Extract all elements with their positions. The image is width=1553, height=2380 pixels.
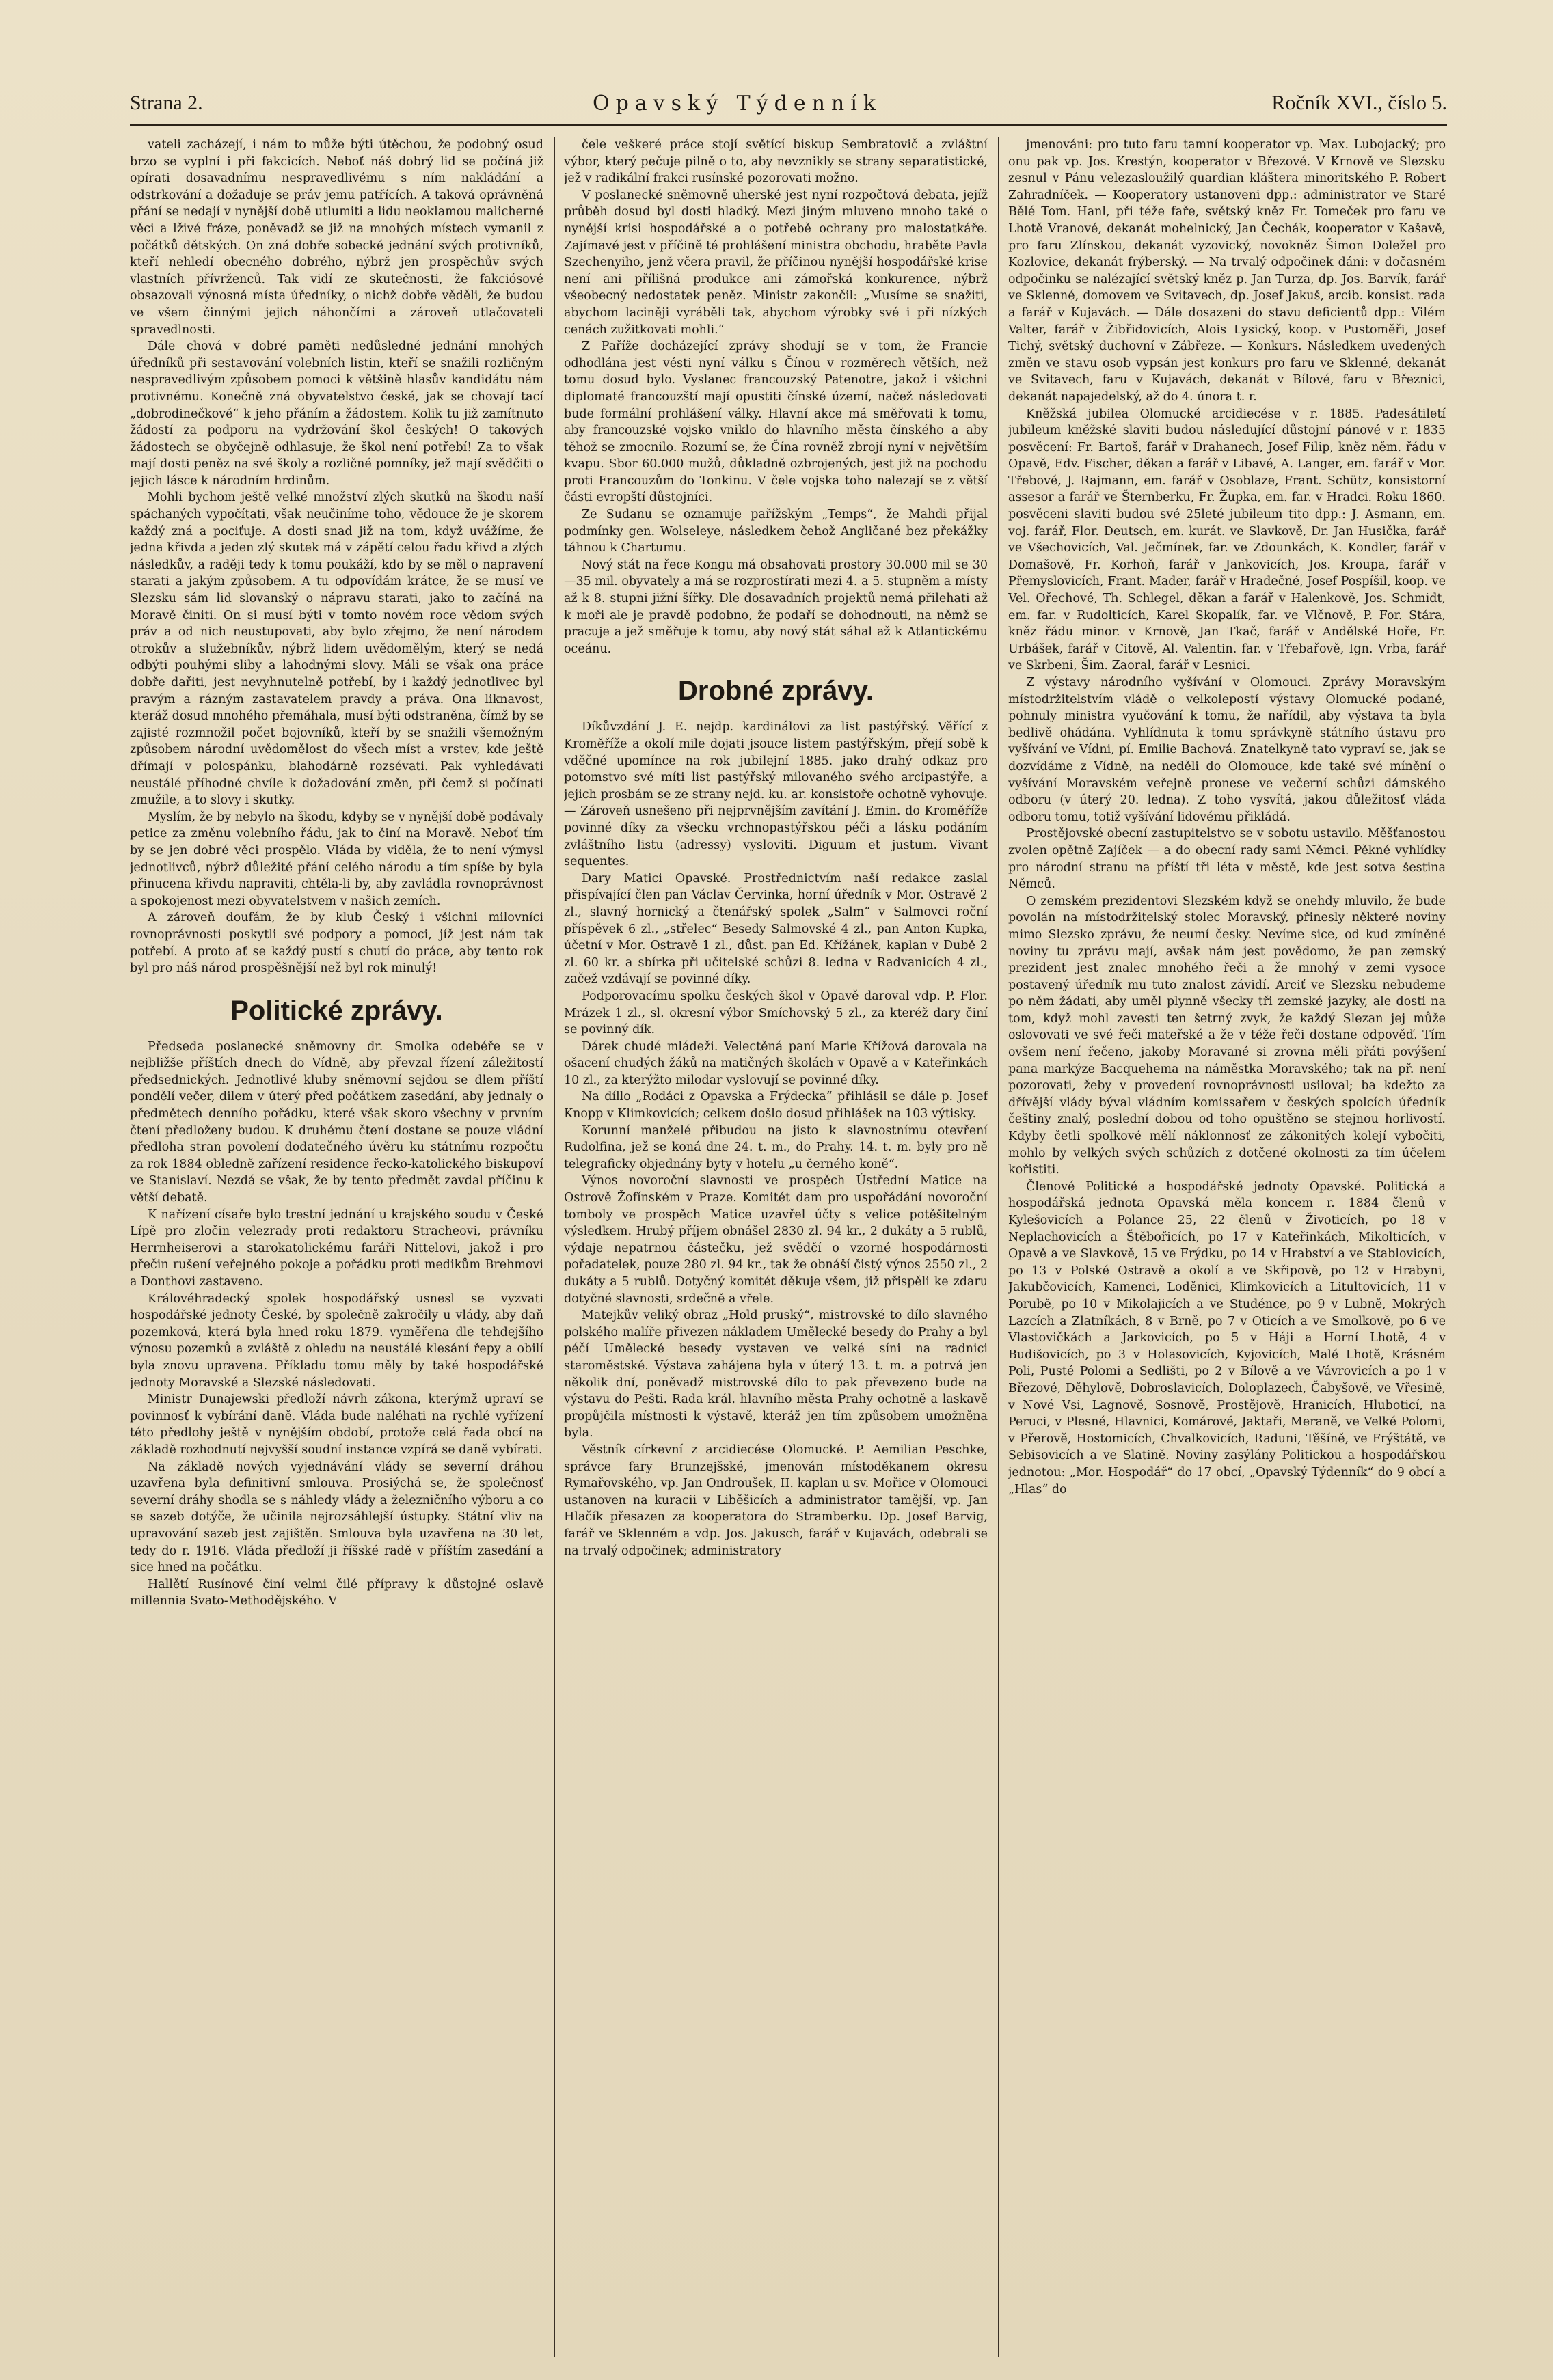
- news-item: Korunní manželé přibudou na jisto k slavnostnímu otevření Rudolfina, jež se koná dne 24. t. m., do Prahy. 14. t. m. byly pro ně telegraficky objednány byty v hotelu „u černého koně“.: [564, 1123, 988, 1171]
- news-item: Výnos novoroční slavnosti ve prospěch Ústřední Matice na Ostrově Žofínském v Praze. Komitét dam pro uspořádání novoroční tomboly ve prospěch Matice uzavřel účty s velice potěšitelným výsledkem. Hrubý příjem obnášel 2830 zl. 94 kr., 2 dukáty a 5 rublů, výdaje nepatrnou částečku, jež svědčí o vzorné hospodárnosti pořadatelek, pouze 280 zl. 94 kr., tak že obnáší čistý výnos 2550 zl., 2 dukáty a 5 rublů. Dotyčný komitét děkuje všem, již přispěli ke zdaru dotyčné slavnosti, srdečně a vřele.: [564, 1174, 988, 1306]
- news-item: Kněžská jubilea Olomucké arcidiecése v r. 1885. Padesátiletí jubileum kněžské slaviti budou následující důstojní pánové v r. 1835 posvěcení: Fr. Bartoš, farář v Drahanech, Josef Filip, kněz něm. řádu v Opavě, Edv. Fischer, děkan a farář v Libavé, A. Langer, em. farář v Mor. Třebové, J. Rajmann, em. farář v Osoblaze, Frant. Schütz, konsistorní assesor a farář ve Šternberku, Fr. Župka, em. far. v Hradci. Roku 1860. posvěceni slaviti budou své 25leté jubileum tito dpp.: J. Asmann, em. voj. farář, Flor. Deutsch, em. kurát. ve Slavkově, Dr. Jan Husička, farář ve Všechovicích, Val. Ječmínek, far. ve Zdounkách, K. Kondler, farář v Domašově, Fr. Korhoň, farář v Jankovicích, Jos. Kroupa, farář v Přemyslovicích, Frant. Mader, farář v Hradečné, Josef Pospíšil, koop. ve Vel. Ořechové, Th. Schlegel, děkan a farář v Halenkově, Jos. Schmidt, em. far. v Rudolticích, Karel Skopalík, far. ve Vlčnově, P. For. Stára, kněz řádu minor. v Krnově, Jan Tkač, farář v Andělské Hoře, Fr. Urbášek, farář v Citově, Al. Valentin. far. v Třebařově, Ign. Vrba, farář ve Skrbeni, Šim. Zaoral, farář v Lesnici.: [1008, 407, 1446, 673]
- news-item: Na základě nových vyjednávání vlády se severní dráhou uzavřena byla definitivní smlouva. Prosiýchá se, že společnosť severní dráhy shodla se s náhledy vlády a železničního výboru a co se sazeb dotýče, že učinila nejrozsáhlejší ústupky. Státní vliv na upravování sazeb jest zajištěn. Smlouva byla uzavřena na 30 let, tedy do r. 1916. Vláda předloží ji říšské radě v příštím zasedání a sice hned na počátku.: [130, 1460, 543, 1575]
- article-paragraph: vateli zacházejí, i nám to může býti útěchou, že podobný osud brzo se vyplní i při fakcicích. Neboť náš dobrý lid se počíná již opírati dosavadnímu nespravedlivému s ním nakládání a odstrkování a dožaduje se práv jemu patřících. A taková oprávněná přání se nedají v nynější době utlumiti a lidu neoklamou malicherné věci a lživé fráze, poněvadž se již na mnohých místech vymanil z počátků dětských. On zná dobře sobecké jednání svých protivníků, kteří nehledí obecného dobrého, nýbrž jen prospěchův svých vlastních přívrženců. Tak vidí ze skutečnosti, že fakciósové obsazovali výnosná místa úředníky, o nichž dobře věděli, že budou ve všem činnými jejich náhončími a zároveň utlačovateli spravedlnosti.: [130, 138, 543, 337]
- issue-info: Ročník XVI., číslo 5.: [1271, 92, 1447, 114]
- news-item: Hallětí Rusínové činí velmi čilé přípravy k důstojné oslavě millennia Svato-Methodějského. V: [130, 1577, 543, 1609]
- article-paragraph: Ze Sudanu se oznamuje pařížským „Temps“, že Mahdi přijal podmínky gen. Wolseleye, následkem čehož Angličané bez překážky táhnou k Chartumu.: [564, 508, 988, 556]
- news-item: Dary Matici Opavské. Prostřednictvím naší redakce zaslal přispívající člen pan Václav Červinka, horní úředník v Mor. Ostravě 2 zl., slavný hornický a čtenářský spolek „Salm“ v Salmovci roční příspěvek 6 zl., „střelec“ Besedy Salmovské 4 zl., pan Anton Kupka, účetní v Mor. Ostravě 1 zl., důst. pan Ed. Křížánek, kaplan v Dubě 2 zl. 60 kr. a sbírka při učitelské schůzi 8. ledna v Radvanicích 4 zl., začež vzdávají se povinné díky.: [564, 871, 988, 987]
- news-item: O zemském prezidentovi Slezském když se onehdy mluvilo, že bude povolán na místodržitelský stolec Moravský, přinesly některé noviny mimo Slezsko zprávu, že neumí česky. Nevíme sice, od kud zmíněné noviny tu zprávu mají, avšak nám jest povědomo, že pan zemský prezident jest znalec mnohého řeči a že mnohý v zemi vysoce postavený úředník mu tuto znalost závidí. Arciť ve Slezsku nebudeme po něm žádati, aby uměl plynně všecky tři zemské jazyky, ale dosti na tom, když mohl zavesti ten šetrný zvyk, že každý Slezan jej může oslovovati ve své řeči mateřské a že v téže řeči dostane odpověď. Tím ovšem není řečeno, jakoby Moravané si zrovna měli přáti povýšení pana markýze Bacquehema na náměstka Moravského; tak na př. není pozorovati, žeby v provedení rovnoprávnosti usiloval; ba kdežto za dřívější vlády býval vládním komissařem v českých spolcích úředník češtiny znalý, poslední dobou od toho opuštěno se stejnou horlivostí. Kdyby četli spolkové mělí náklonnosť ze zákonitých kolejí vybočiti, mohlo by velkých svých schůzích z dotčené okolnosti za tím účelem kořistiti.: [1008, 894, 1446, 1177]
- article-paragraph: V poslanecké sněmovně uherské jest nyní rozpočtová debata, jejíž průběh dosud byl dosti hladký. Mezi jiným mluveno mnoho také o nynější krisi hospodářské a o potřebě ochrany pro malostatkáře. Zajímavé jest v příčině té prohlášení ministra obchodu, hraběte Pavla Szechenyiho, jenž včera pravil, že příčinou nynější hospodářské krise není ani přílišná produkce ani zámořská konkurence, nýbrž všeobecný nedostatek peněz. Ministr zakončil: „Musíme se snažiti, abychom laciněji vyráběli tak, abychom výrobky své i při nízkých cenách zužitkovati mohli.“: [564, 188, 988, 337]
- article-paragraph: Myslím, že by nebylo na škodu, kdyby se v nynější době podávaly petice za změnu volebního řádu, jak to činí na Moravě. Neboť tím by se jen dobré věci prospělo. Vláda by viděla, že to není výmysl jednotlivců, nýbrž důležité přání celého národu a tím spíše by byla přinucena křivdu napraviti, chtěla-li by, aby zavládla rovnoprávnost a spokojenost mezi obyvatelstvem v našich zemích.: [130, 810, 543, 908]
- article-paragraph: Nový stát na řece Kongu má obsahovati prostory 30.000 mil se 30—35 mil. obyvately a má se rozprostírati mezi 4. a 5. stupněm a místy až k 8. stupni jižní šířky. Dle dosavadních projektů nemá přilehati až k moři ale je pravdě podobno, že podaří se dohodnouti, na němž se pracuje a jež směřuje k tomu, aby nový stát sáhal až k Atlantickému oceánu.: [564, 558, 988, 656]
- news-item: Na díllo „Rodáci z Opavska a Frýdecka“ přihlásil se dále p. Josef Knopp v Klimkovicích; celkem došlo dosud přihlášek na 103 výtisky.: [564, 1090, 988, 1121]
- column-2: [564, 137, 988, 2357]
- page-number: Strana 2.: [130, 92, 203, 114]
- news-item: Matejkův veliký obraz „Hold pruský“, mistrovské to dílo slavného polského malíře přivezen nákladem Umělecké besedy do Prahy a byl péčí Umělecké besedy vystaven ve velké síni na radnici staroměstské. Výstava zahájena byla v úterý 13. t. m. a potrvá jen několik dní, poněvadž mistrovské dílo to pak převezeno bude na výstavu do Pešti. Rada král. hlavního města Prahy ochotně a laskavě propůjčila místnosti k výstavě, kteráž jen tím způsobem umožněna byla.: [564, 1309, 988, 1440]
- news-item: Členové Politické a hospodářské jednoty Opavské. Politická a hospodářská jednota Opavská měla koncem r. 1884 členů v Kylešovicích a Polance 25, 22 členů v Životicích, po 18 v Neplachovicích a Štěbořicích, po 17 v Kateřinkách, Mikolticích, v Opavě a ve Slavkově, 15 ve Frýdku, po 14 v Hrabství a ve Stablovicích, po 13 v Polské Ostravě a okolí a ve Skřipově, po 12 v Hrabyni, Jakubčovicích, Kamenci, Loděnici, Klimkovicích a Litultovicích, 11 v Porubě, po 10 v Mikolajicích a ve Studénce, po 9 v Lubně, Mokrých Lazcích a Zlatníkách, 8 v Brně, po 7 v Oticích a ve Smolkově, po 6 ve Vlastovičkách a Jarkovicích, po 5 v Háji a Horní Lhotě, 4 v Budišovicích, po 3 v Holasovicích, Kyjovicích, Malé Lhotě, Krásném Poli, Pusté Polomi a Sedlišti, po 2 v Bílově a ve Vávrovicích a po 1 v Březové, Děhylově, Dobroslavicích, Doloplazech, Čabyšově, ve Vřesině, v Nové Vsi, Lagnově, Sosnově, Prostějově, Hranicích, Hluboticí, na Peruci, v Plesné, Hlavnici, Komárové, Jaktaři, Meraně, ve Velké Polomi, v Přerově, Hostomicích, Chvalkovicích, Raduni, Těšíně, ve Frýštátě, ve Sebisovicích a ve Slatině. Noviny zasýlány Politickou a hospodářskou jednotou: „Mor. Hospodář“ do 17 obcí, „Opavský Týdenník“ do 9 obcí a „Hlas“ do: [1008, 1179, 1446, 1496]
- section-title-political: Politické zprávy.: [230, 995, 443, 1026]
- news-item: Díkůvzdání J. E. nejdp. kardinálovi za list pastýřský. Věřící z Kroměříže a okolí mile dojati jsouce listem pastýřským, přejí sobě k vděčné upomínce na rok jubilejní 1885. jako drahý odkaz pro potomstvo své míti list pastýřský milovaného svého arcipastýře, a jejich prosbám se ze strany nejd. ku. ar. konsistoře ochotně vyhovuje. — Zároveň usnešeno při nejprvnějším zavítání J. Emin. do Kroměříže povinné díky za všecku vrchnopastýřskou péči a lásku podáním zvláštního listu (adressy) vysloviti. Diguum et justum. Vivant sequentes.: [564, 720, 988, 869]
- news-item: Ministr Dunajewski předloží návrh zákona, kterýmž upraví se povinnosť k vybírání daně. Vláda bude naléhati na rychlé vyřízení této předlohy ještě v nynějším období, protože celá řada obcí na základě rozhodnutí nejvyšší soudní instance vzpírá se daně vybírati.: [130, 1393, 543, 1457]
- column-3: [1008, 137, 1446, 2357]
- news-item: Prostějovské obecní zastupitelstvo se v sobotu ustavilo. Měšťanostou zvolen opětně Zajíček — a do obecní rady sami Němci. Pěkné vyhlídky pro národní stranu na příští tři léta v městě, kde jest sotva šestina Němců.: [1008, 827, 1446, 892]
- section-title-short-news: Drobné zprávy.: [678, 676, 874, 707]
- news-item: Předseda poslanecké sněmovny dr. Smolka odebéře se v nejbližše příštích dnech do Vídně, aby převzal řízení záležitostí předsednických. Jednotlivé kluby sněmovní sejdou se dlem příští pondělí večer, dilem v úterý před počátkem zasedání, aby jednaly o předmětech denního pořádku, které však skoro všechny v prvním čtení předloženy budou. K druhému čtení dostane se pouze vládní předloha stran povolení dodatečného úvěru ku státnímu rozpočtu za rok 1884 obledně zařízení residence řecko-katolického biskupoví ve Stanislaví. Nezdá se však, že by tento předmět zavdal příčinu k větší debatě.: [130, 1039, 543, 1205]
- news-item: Z výstavy národního vyšívání v Olomouci. Zprávy Moravským místodržitelstvím vládě o velkolepostí výstavy Olomucké podané, pohnuly ministra vyučování k tomu, že nařídil, aby výstava ta byla bedlivě ohádána. Vyhlídnuta k tomu správkyně státního ústavu pro vyšívání ve Vídni, pí. Emilie Bachová. Znatelkyně tato vypraví se, jak se dozvídáme z Vídně, na neděli do Olomouce, kde také své mínění o vyšívání Moravském veřejně pronese ve večerní schůzi dámského odboru (v úterý 20. ledna). Z toho vysvítá, jakou důležitosť vláda odboru tomu, totiž vyšívání lidovému přikládá.: [1008, 676, 1446, 824]
- article-paragraph: čele veškeré práce stojí světící biskup Sembratovič a zvláštní výbor, který pečuje pilně o to, aby nevznikly se strany separatistické, jež v radikální frakci rusínské pozorovati možno.: [564, 138, 988, 186]
- article-paragraph: jmenováni: pro tuto faru tamní kooperator vp. Max. Lubojacký; pro onu pak vp. Jos. Krestýn, kooperator v Březové. V Krnově ve Slezsku zesnul v Pánu velezasloužilý quardian kláštera minoritského P. Robert Zahradníček. — Kooperatory ustanoveni dpp.: administrator ve Staré Bělé Tom. Hanl, při téže faře, světský kněz Fr. Tomeček pro faru ve Lhotě Vranové, dekanát mohelnický, Jan Čechák, kooperator v Kašavě, pro faru Zlínskou, dekanát vyzovický, novokněz Šimon Doležel pro Kozlovice, dekanát frýberský. — Na trvalý odpočinek dáni: v dočasném odpočinku se nalézající světský kněz p. Jan Turza, dp. Jos. Barvík, farář ve Sklenné, domovem ve Svitavech, dp. Josef Jakuš, arcib. konsist. rada a farář v Kujavách. — Dále dosazeni do stavu deficientů dpp.: Vilém Valter, farář v Žibřidovicích, Alois Lysický, koop. v Pustoměři, Josef Tichý, světský duchovní v Zábřeze. — Konkurs. Následkem uvedených změn ve stavu osob vypsán jest konkurs pro faru ve Sklenné, dekanát ve Svitavech, faru v Kujavách, dekanát v Bílové, faru v Březnici, dekanát napajedelský, až do 4. února t. r.: [1008, 138, 1446, 404]
- page-header: [130, 82, 1447, 126]
- news-item: K nařízení císaře bylo trestní jednání u krajského soudu v České Lípě pro zločin velezrady proti redaktoru Stracheovi, právníku Herrnheiserovi a starokatolickému faráři Nittelovi, jakož i pro přečin rušení veřejného pokoje a pořádku proti medikům Brehmovi a Donthovi zastaveno.: [130, 1207, 543, 1289]
- article-paragraph: Dále chová v dobré paměti nedůsledné jednání mnohých úředníků při sestavování volebních listin, kteří se snažili rozličným nespravedlivým způsobem pomoci k většině hlasův kandidátu nám protivnému. Konečně zná obyvatelstvo české, jak se chovají tací „dobrodinečkové“ k jeho přáním a žádostem. Kolik tu již zamítnuto žádostí za podporu na vydržování škol českých! O takových žádostech se obyčejně odhlasuje, že škol není potřebí! Za to však mají dosti peněz na své školy a rozličné pomníky, jež mají svědčiti o jejich lásce k národním hrdinům.: [130, 340, 543, 488]
- column-divider: [554, 137, 555, 2357]
- column-1: [130, 137, 543, 2357]
- article-paragraph: Z Paříže docházející zprávy shodují se v tom, že Francie odhodlána jest vésti nyní válku s Čínou v rozměrech větších, než tomu dosud bylo. Vyslanec francouzský Patenotre, jakož i všichni diplomaté francouzští mají opustiti čínské území, načež následovati bude formální prohlášení války. Hlavní akce má směřovati k tomu, aby francouzské vojsko vniklo do hlavního města čínského a aby těhož se zmocnilo. Rozumí se, že Čína rovněž zbrojí nyní v největším kvapu. Sbor 60.000 mužů, důkladně ozbrojených, jest již na pochodu proti Francouzům do Tonkinu. V čele vojska toho nalezají se z větší části evropští důstojníci.: [564, 340, 988, 505]
- article-paragraph: Mohli bychom ještě velké množství zlých skutků na škodu naší spáchaných vypočítati, však neučiníme toho, vědouce že je skorem každý zná a pociťuje. A dosti snad již na tom, když uvážíme, že jedna křivda a jeden zlý skutek má v zápětí celou řadu křivd a zlých následkův, a raději tedy k tomu poukáží, kdo by se měl o napravení starati a jakým způsobem. A tu odpovídám krátce, že se musí ve Slezsku sám lid slovanský o nápravu starati, jako to začíná na Moravě činiti. On si musí býti v tomto novém roce vědom svých práv a od nich neustupovati, aby bylo zřejmo, že není národem otrokův a služebníkův, nýbrž lidem uvědomělým, který se nedá odbýti pouhými sliby a lahodnými slovy. Máli se však ona práce dobře dařiti, jest nevyhnutelně potřebí, by i každý jednotlivec byl pravým a rázným zastavatelem pravdy a práva. Ona liknavost, kteráž dosud mnohého přemáhala, musí býti odstraněna, čímž by se zajisté rozmnožil počet bojovníků, kteří by se snažili všemožným způsobem národní uvědomělost do všech míst a vrstev, kde ještě dřímají v polospánku, blahodárně rozsévati. Pak vyhledávati neustálé příhodné chvíle k dožadování změn, při čemž si počínati zmužile, a to slovy i skutky.: [130, 491, 543, 808]
- column-divider: [998, 137, 999, 2357]
- masthead-title: Opavský Týdenník: [592, 91, 882, 115]
- news-item: Podporovacímu spolku českých škol v Opavě daroval vdp. P. Flor. Mrázek 1 zl., sl. okresní výbor Smíchovský 5 zl., za kteréž dary činí se povinný dík.: [564, 989, 988, 1037]
- news-item: Královéhradecký spolek hospodářský usnesl se vyzvati hospodářské jednoty České, by společně zakročily u vlády, aby daň pozemková, která byla hned roku 1879. vyměřena dle tehdejšího výnosu pozemků a zvláště z ohledu na neustálé klesání řepy a obilí byla znovu upravena. Příkladu tomu měly by také hospodářské jednoty Moravské a Slezské následovati.: [130, 1291, 543, 1390]
- article-paragraph: A zároveň doufám, že by klub Český i všichni milovníci rovnoprávnosti poskytli své podpory a pomoci, jíž jest nám tak potřebí. A proto ať se každý pustí s chutí do práce, aby tento rok byl pro náš národ prospěšnější než byl rok minulý!: [130, 911, 543, 976]
- news-item: Dárek chudé mládeži. Velectěná paní Marie Křížová darovala na ošacení chudých žáků na matičných školách v Opavě a v Kateřinkách 10 zl., za kterýžto milodar vyslovují se povinné díky.: [564, 1039, 988, 1087]
- news-item: Věstník církevní z arcidiecése Olomucké. P. Aemilian Peschke, správce fary Brunzejšské, jmenován místoděkanem okresu Rymařovského, vp. Jan Ondroušek, II. kaplan u sv. Mořice v Olomouci ustanoven na kuracii v Liběšicích a administrator tamější, vp. Jan Hlačík přesazen za kooperatora do Stramberku. Dp. Josef Barvig, farář ve Sklenném a vdp. Jos. Jakusch, farář v Kujavách, odebrali se na trvalý odpočinek; administratory: [564, 1442, 988, 1558]
